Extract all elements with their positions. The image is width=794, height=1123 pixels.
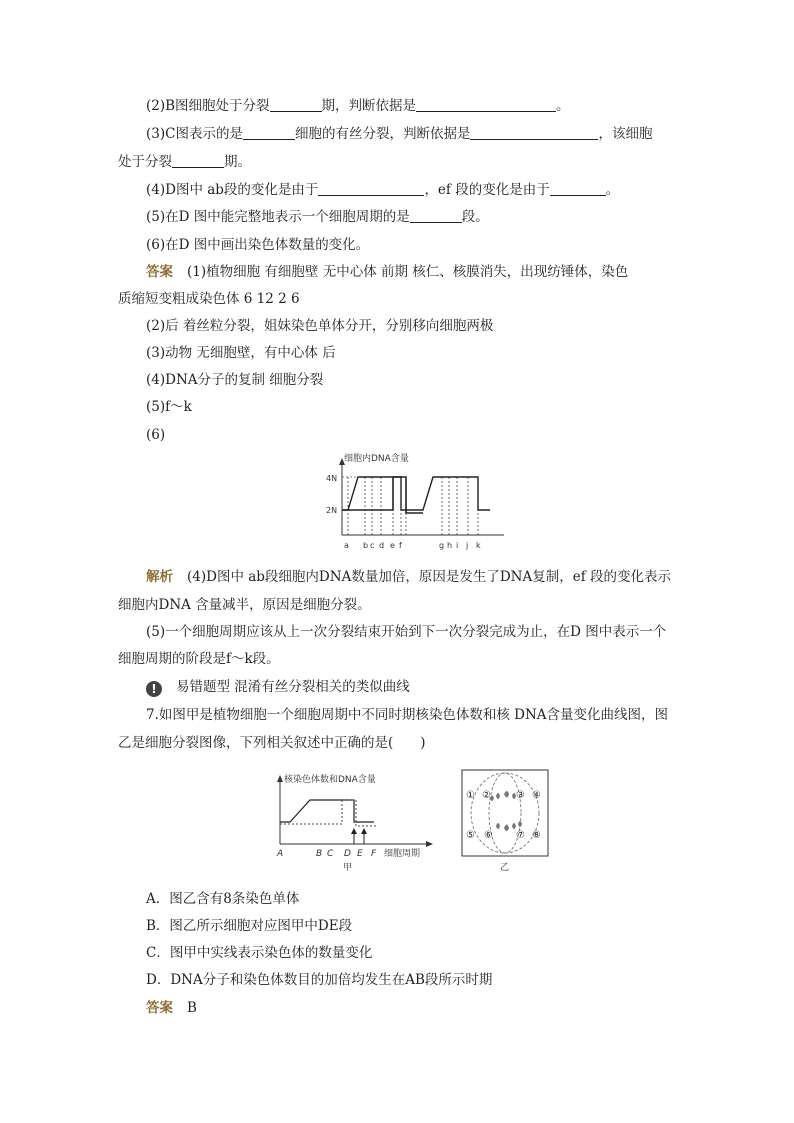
y-tick-2n: 2N <box>326 506 338 515</box>
section-header: ! 易错题型 混淆有丝分裂相关的类似曲线 <box>146 678 410 697</box>
svg-text:E: E <box>357 849 363 859</box>
x-axis-label: 细胞周期 <box>384 849 421 859</box>
answer-line-3: (2)后 着丝粒分裂，姐妹染色单体分开，分别移向细胞两极 <box>146 318 494 334</box>
svg-text:②: ② <box>482 790 491 801</box>
question-7-line-2: 乙是细胞分裂图像，下列相关叙述中正确的是( ) <box>118 735 426 751</box>
graph-jia <box>270 770 436 876</box>
dna-line <box>280 800 374 822</box>
svg-text:e: e <box>390 541 395 550</box>
svg-text:⑥: ⑥ <box>484 830 493 841</box>
blank <box>470 125 598 140</box>
question-3: (3)C图表示的是 细胞的有丝分裂，判断依据是 ，该细胞 <box>146 126 653 142</box>
question-4: (4)D图中 ab段的变化是由于 ，ef 段的变化是由于 。 <box>146 182 620 198</box>
option-a: A．图乙含有8条染色单体 <box>146 891 300 907</box>
answer-line-7: (6) <box>146 427 166 443</box>
analysis-line-1: 解析 (4)D图中 ab段细胞内DNA数量加倍，原因是发生了DNA复制，ef 段的变化表示 <box>146 569 671 585</box>
option-c: C．图甲中实线表示染色体的数量变化 <box>146 945 373 961</box>
analysis-line-3: (5)一个细胞周期应该从上一次分裂结束开始到下一次分裂完成为止，在D 图中表示一个 <box>146 624 667 640</box>
answer-line-1: 答案 (1)植物细胞 有细胞壁 无中心体 前期 核仁、核膜消失，出现纺锤体，染色 <box>146 264 629 280</box>
phase-dividers <box>348 477 478 535</box>
svg-text:⑤: ⑤ <box>466 830 475 841</box>
svg-text:b: b <box>363 541 369 550</box>
option-d: D．DNA分子和染色体数目的加倍均发生在AB段所示时期 <box>146 972 493 988</box>
blank <box>318 181 424 196</box>
x-axis-arrow <box>426 841 433 847</box>
analysis-label: 解析 <box>146 569 173 585</box>
svg-text:③: ③ <box>516 790 525 801</box>
answer-line-6: (5)f～k <box>146 399 192 415</box>
question-3-cont: 处于分裂 期。 <box>118 154 251 170</box>
figure-yi <box>460 768 552 876</box>
blank <box>270 97 322 112</box>
y-tick-4n: 4N <box>326 474 338 483</box>
blank <box>550 181 606 196</box>
analysis-line-2: 细胞内DNA 含量减半，原因是细胞分裂。 <box>118 597 371 613</box>
blank <box>243 125 295 140</box>
warning-icon: ! <box>146 681 162 697</box>
answer-label: 答案 <box>146 264 173 280</box>
blank <box>410 208 462 223</box>
question-5: (5)在D 图中能完整地表示一个细胞周期的是 段。 <box>146 209 489 225</box>
svg-text:A: A <box>277 849 284 859</box>
analysis-line-4: 细胞周期的阶段是f～k段。 <box>118 651 280 667</box>
svg-text:D: D <box>344 849 351 859</box>
svg-text:⑧: ⑧ <box>532 830 541 841</box>
blank <box>416 97 556 112</box>
question-7-line-1: 7.如图甲是植物细胞一个细胞周期中不同时期核染色体数和核 DNA含量变化曲线图，图 <box>146 707 669 723</box>
question-2: (2)B图细胞处于分裂 期，判断依据是 。 <box>146 98 570 114</box>
caption-jia: 甲 <box>343 863 353 873</box>
svg-text:B: B <box>316 849 323 859</box>
caption-yi: 乙 <box>500 863 510 873</box>
question-6: (6)在D 图中画出染色体数量的变化。 <box>146 237 370 253</box>
answer-7-label: 答案 <box>146 1000 173 1016</box>
cell-border <box>462 770 548 856</box>
blank <box>172 153 224 168</box>
chromosome-curve <box>342 477 423 513</box>
svg-text:j: j <box>466 541 469 550</box>
svg-text:C: C <box>327 849 334 859</box>
svg-text:①: ① <box>466 790 475 801</box>
svg-text:c: c <box>370 541 375 550</box>
answer-7-value: B <box>187 1000 197 1016</box>
dna-content-graph <box>318 453 508 553</box>
svg-text:d: d <box>379 541 385 550</box>
svg-text:a: a <box>344 541 349 550</box>
answer-line-2: 质缩短变粗成染色体 6 12 2 6 <box>118 291 300 307</box>
answer-line-5: (4)DNA分子的复制 细胞分裂 <box>146 372 324 388</box>
answer-7 <box>146 999 197 1017</box>
option-b: B．图乙所示细胞对应图甲中DE段 <box>146 918 353 934</box>
answer-line-4: (3)动物 无细胞壁，有中心体 后 <box>146 345 336 361</box>
svg-text:i: i <box>456 541 459 550</box>
svg-text:k: k <box>476 541 481 550</box>
svg-text:g: g <box>439 541 445 550</box>
svg-text:h: h <box>447 541 453 550</box>
graph-title: 核染色体数和DNA含量 <box>284 775 376 785</box>
graph-title: 细胞内DNA含量 <box>344 454 409 464</box>
y-axis-arrow <box>277 775 283 782</box>
x-labels <box>344 541 481 550</box>
svg-text:F: F <box>371 849 377 859</box>
svg-text:④: ④ <box>532 790 541 801</box>
svg-text:f: f <box>399 541 402 550</box>
x-labels <box>276 849 377 859</box>
svg-text:⑦: ⑦ <box>516 830 525 841</box>
